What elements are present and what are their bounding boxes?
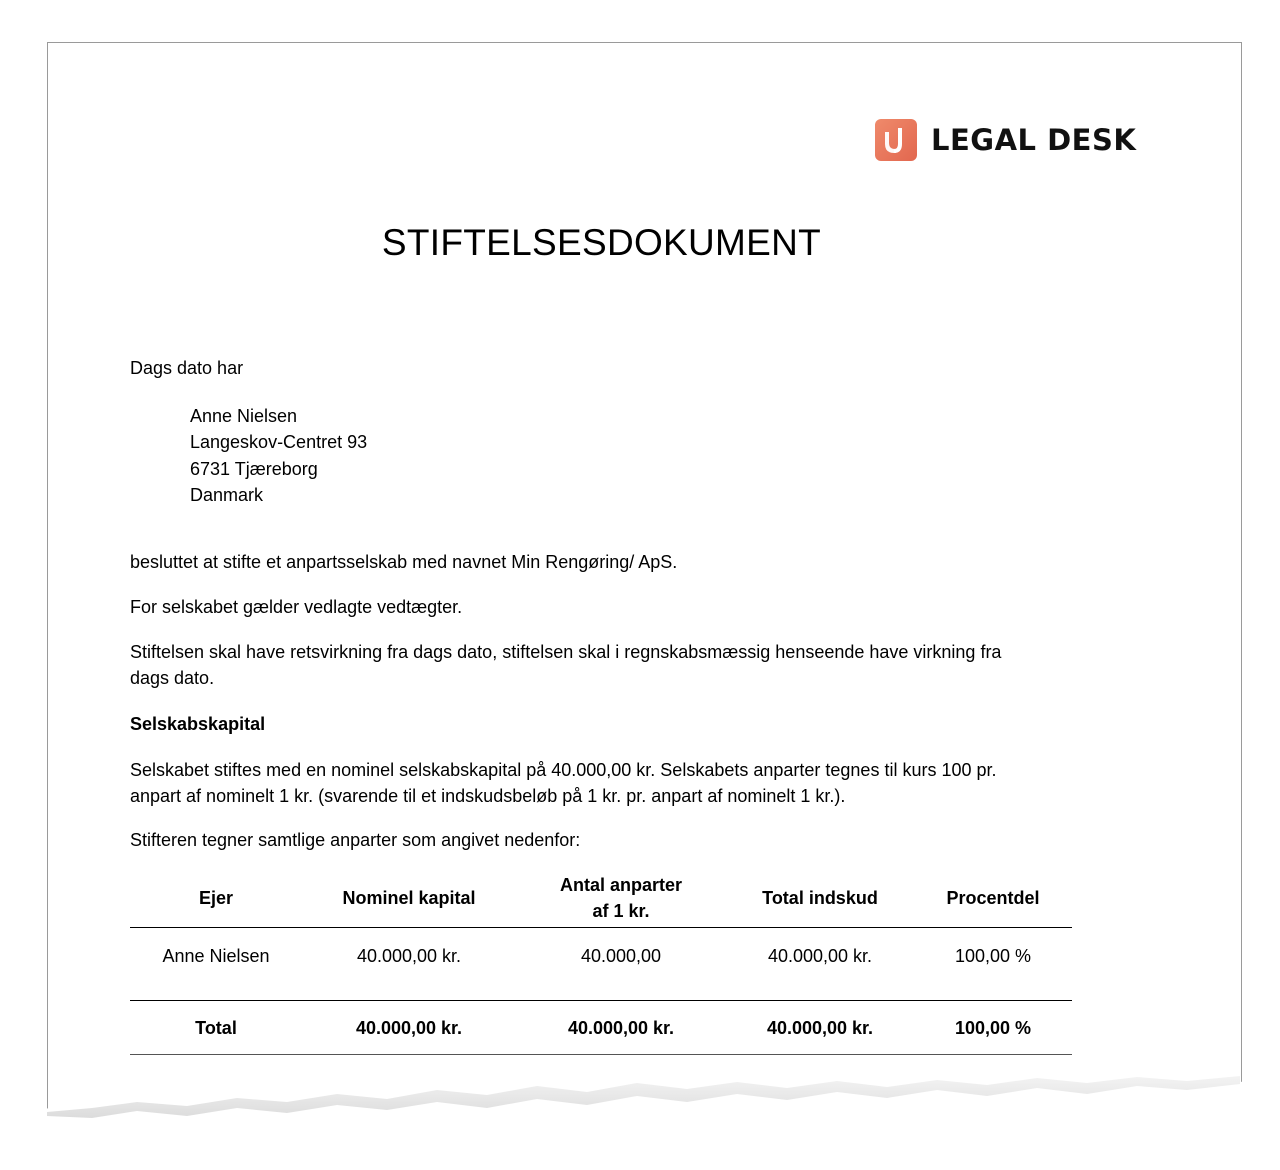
founder-city: 6731 Tjæreborg	[190, 458, 318, 479]
capital-paragraph-line-2: anpart af nominelt 1 kr. (svarende til et indskudsbeløb på 1 kr. pr. anpart af nominelt 1 kr.).	[130, 786, 846, 806]
ownership-table	[130, 866, 1072, 1055]
header-shares-line-1: Antal anparter	[559, 874, 683, 895]
total-label: Total	[195, 1017, 237, 1038]
founder-country: Danmark	[190, 484, 264, 505]
cell-total-contribution: 40.000,00 kr.	[767, 946, 873, 966]
effect-paragraph-line-2: dags dato.	[130, 668, 215, 688]
header-shares	[516, 866, 726, 927]
header-percentage: Procentdel	[946, 887, 1040, 908]
leaf-logo-icon	[875, 119, 917, 161]
brand-name: LEGAL DESK	[931, 123, 1137, 157]
effect-paragraph-line-1: Stiftelsen skal have retsvirkning fra dags dato, stiftelsen skal i regnskabsmæssig henseende have virkning fra	[130, 642, 1002, 662]
total-contribution: 40.000,00 kr.	[766, 1017, 874, 1038]
total-shares: 40.000,00 kr.	[567, 1017, 675, 1038]
table-row	[130, 928, 1072, 1001]
torn-paper-edge	[47, 1050, 1240, 1120]
decision-paragraph: besluttet at stifte et anpartsselskab med navnet Min Rengøring/ ApS.	[130, 552, 678, 572]
header-shares-line-2: af 1 kr.	[592, 900, 650, 921]
table-header-row	[130, 866, 1072, 928]
founder-name: Anne Nielsen	[190, 406, 298, 426]
subscription-paragraph: Stifteren tegner samtlige anparter som angivet nedenfor:	[130, 830, 581, 850]
total-nominal-capital: 40.000,00 kr.	[355, 1017, 463, 1038]
cell-nominal-capital: 40.000,00 kr.	[356, 946, 462, 966]
founder-address-block	[190, 403, 367, 508]
header-nominal-capital: Nominel kapital	[342, 887, 476, 908]
cell-owner: Anne Nielsen	[162, 946, 270, 966]
header-total-contribution: Total indskud	[762, 887, 878, 908]
document-title: STIFTELSESDOKUMENT	[381, 222, 822, 263]
intro-text: Dags dato har	[130, 358, 244, 378]
header-owner: Ejer	[198, 887, 234, 908]
capital-paragraph-line-1: Selskabet stiftes med en nominel selskabskapital på 40.000,00 kr. Selskabets anparter tegnes til kurs 100 pr.	[130, 760, 997, 780]
cell-percentage: 100,00 %	[954, 946, 1032, 966]
cell-shares: 40.000,00	[580, 946, 662, 966]
capital-heading: Selskabskapital	[130, 714, 266, 734]
legal-desk-logo	[875, 119, 1136, 161]
total-percentage: 100,00 %	[954, 1017, 1032, 1038]
table-total-row	[130, 1001, 1072, 1055]
bylaws-paragraph: For selskabet gælder vedlagte vedtægter.	[130, 597, 463, 617]
founder-street: Langeskov-Centret 93	[190, 432, 368, 453]
